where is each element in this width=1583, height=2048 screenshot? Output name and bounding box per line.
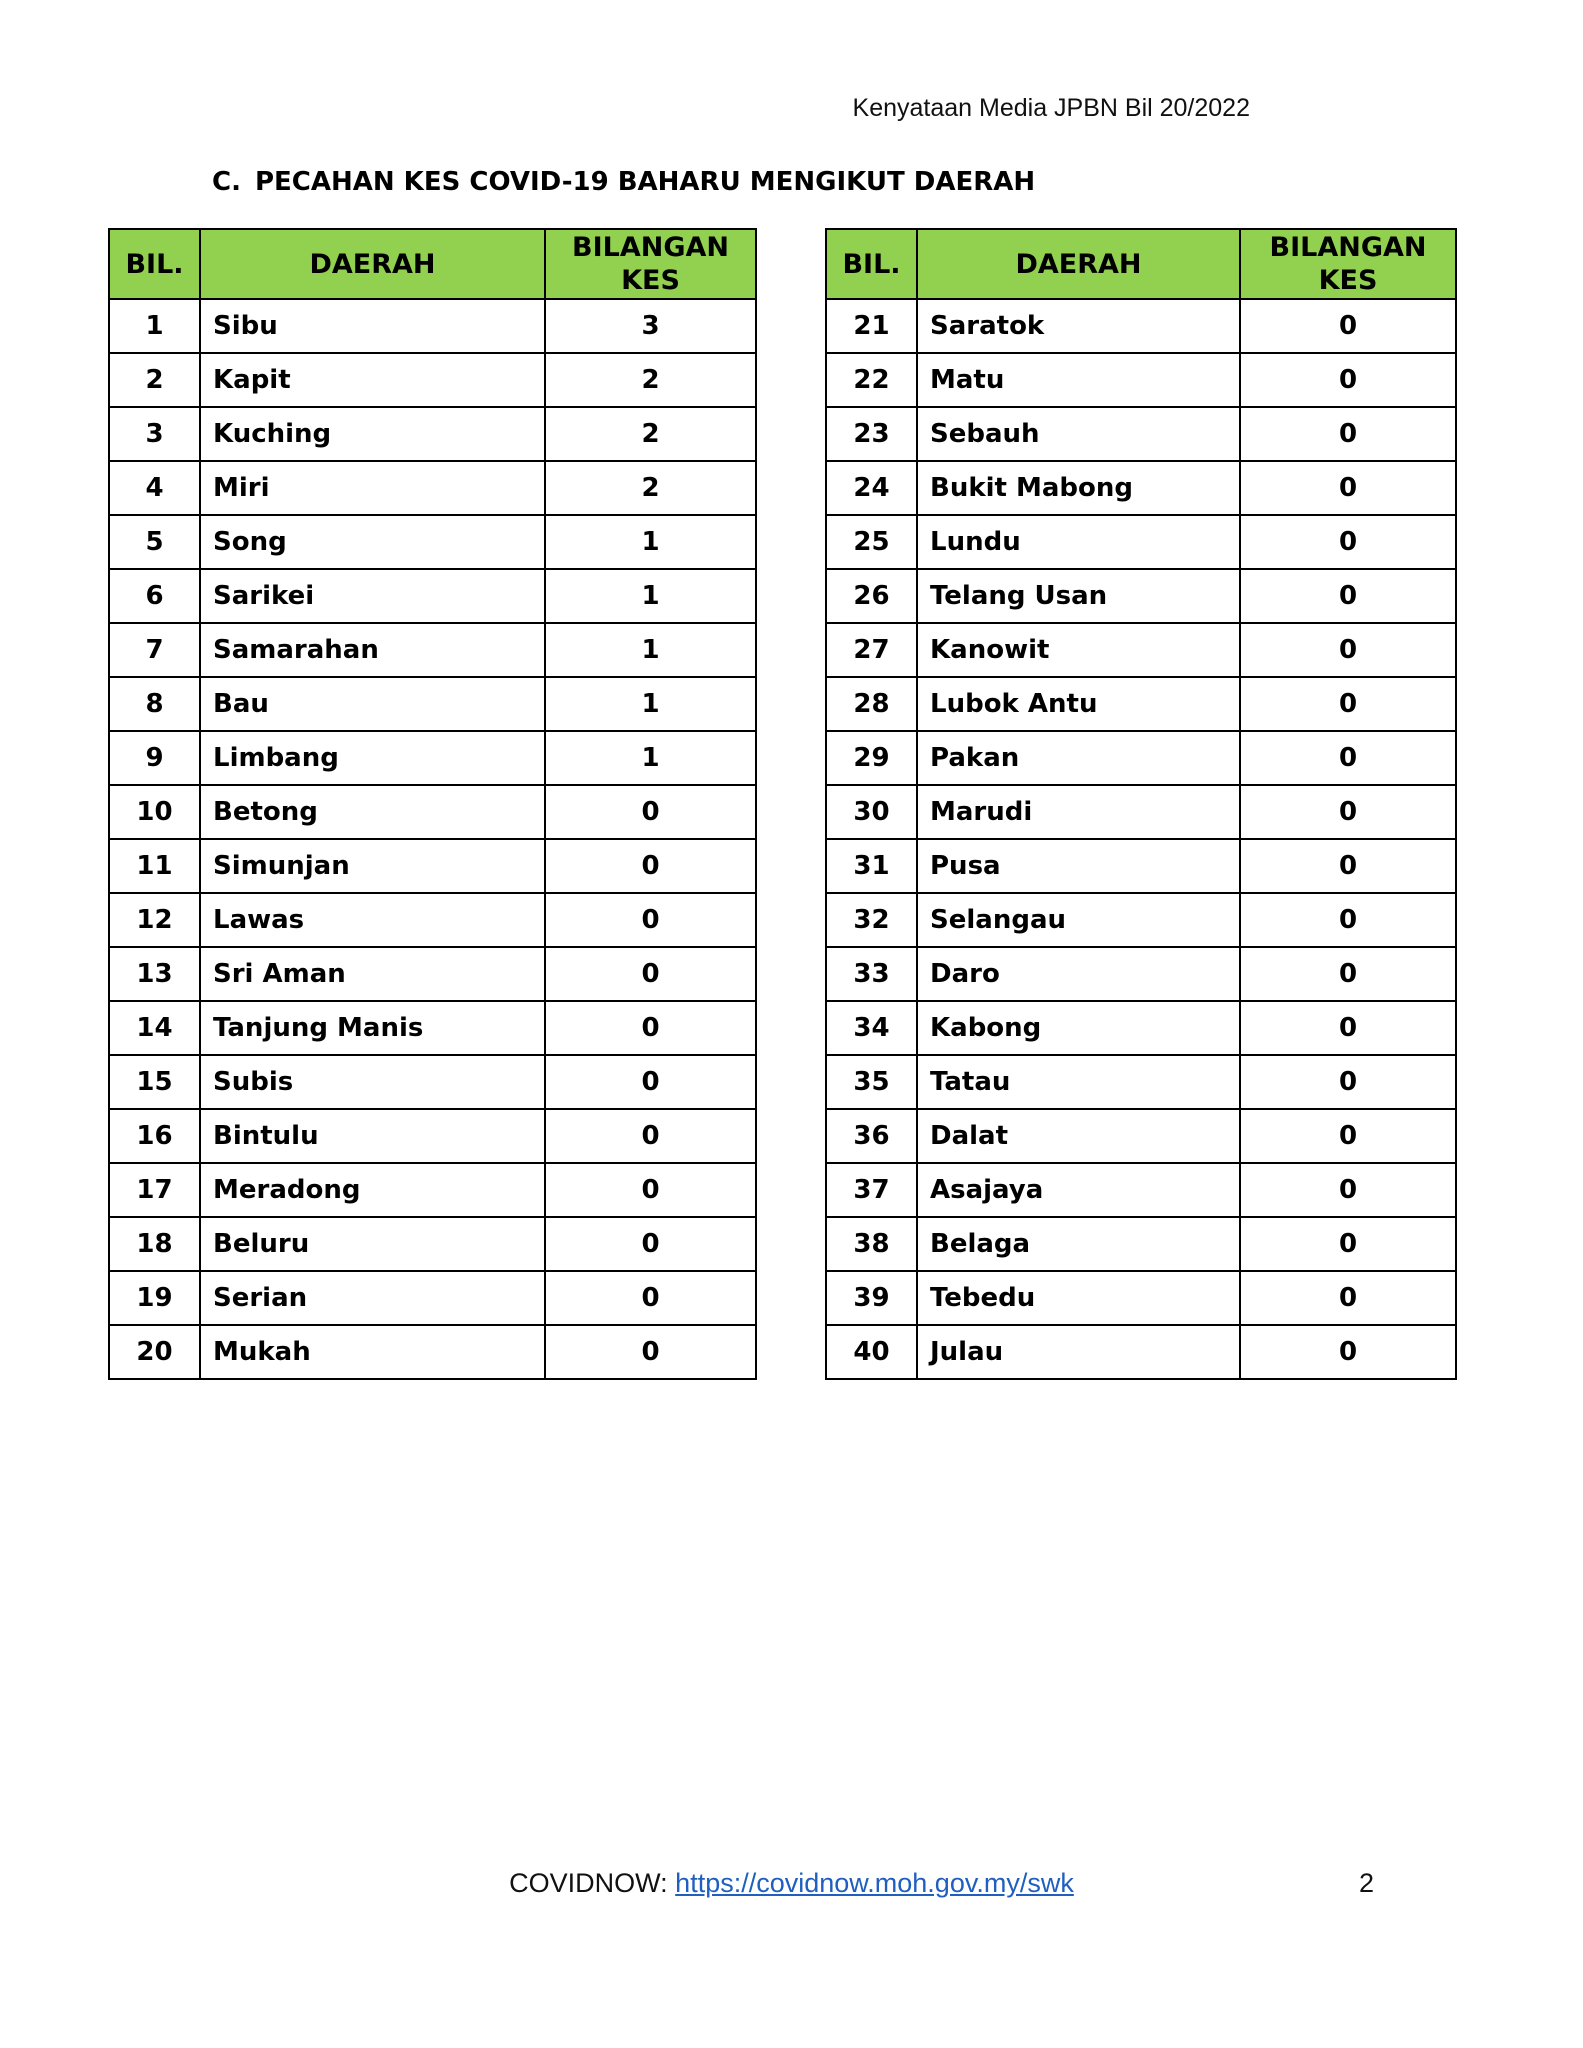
- district-name: Sibu: [200, 299, 545, 353]
- district-name: Lubok Antu: [917, 677, 1240, 731]
- case-count: 0: [545, 947, 756, 1001]
- section-title-text: PECAHAN KES COVID-19 BAHARU MENGIKUT DAERAH: [254, 167, 1036, 197]
- row-number: 2: [109, 353, 200, 407]
- district-name: Sebauh: [917, 407, 1240, 461]
- district-name: Bintulu: [200, 1109, 545, 1163]
- row-number: 25: [826, 515, 917, 569]
- row-number: 8: [109, 677, 200, 731]
- table-row: [109, 569, 756, 623]
- case-count: 1: [545, 677, 756, 731]
- row-number: 10: [109, 785, 200, 839]
- case-count: 0: [545, 1109, 756, 1163]
- district-name: Pusa: [917, 839, 1240, 893]
- row-number: 17: [109, 1163, 200, 1217]
- row-number: 14: [109, 1001, 200, 1055]
- header-bil: BIL.: [109, 229, 200, 299]
- footer-label: COVIDNOW:: [509, 1868, 676, 1898]
- case-count: 0: [545, 893, 756, 947]
- row-number: 9: [109, 731, 200, 785]
- case-count: 0: [1240, 839, 1456, 893]
- table-row: [826, 299, 1456, 353]
- case-count: 0: [1240, 1271, 1456, 1325]
- case-count: 1: [545, 569, 756, 623]
- case-count: 0: [1240, 569, 1456, 623]
- row-number: 30: [826, 785, 917, 839]
- row-number: 29: [826, 731, 917, 785]
- case-count: 0: [1240, 1001, 1456, 1055]
- table-row: [109, 785, 756, 839]
- table-row: [826, 407, 1456, 461]
- row-number: 5: [109, 515, 200, 569]
- district-name: Marudi: [917, 785, 1240, 839]
- row-number: 39: [826, 1271, 917, 1325]
- row-number: 36: [826, 1109, 917, 1163]
- table-row: [109, 461, 756, 515]
- right-table-body: [826, 299, 1456, 1379]
- case-count: 0: [1240, 1217, 1456, 1271]
- row-number: 28: [826, 677, 917, 731]
- header-bilangan-line1: BILANGAN: [572, 232, 729, 263]
- table-row: [109, 1271, 756, 1325]
- table-row: [109, 1055, 756, 1109]
- case-count: 0: [545, 785, 756, 839]
- row-number: 16: [109, 1109, 200, 1163]
- case-count: 0: [1240, 731, 1456, 785]
- district-name: Daro: [917, 947, 1240, 1001]
- district-table-right: [825, 228, 1457, 1380]
- row-number: 15: [109, 1055, 200, 1109]
- row-number: 38: [826, 1217, 917, 1271]
- case-count: 0: [545, 1271, 756, 1325]
- district-name: Miri: [200, 461, 545, 515]
- page-number: 2: [1359, 1868, 1375, 1898]
- table-row: [826, 1217, 1456, 1271]
- district-name: Selangau: [917, 893, 1240, 947]
- table-row: [826, 1109, 1456, 1163]
- row-number: 37: [826, 1163, 917, 1217]
- table-row: [826, 515, 1456, 569]
- table-row: [826, 839, 1456, 893]
- table-row: [109, 947, 756, 1001]
- table-row: [109, 1217, 756, 1271]
- case-count: 0: [545, 1163, 756, 1217]
- case-count: 0: [1240, 1163, 1456, 1217]
- row-number: 23: [826, 407, 917, 461]
- case-count: 1: [545, 515, 756, 569]
- row-number: 6: [109, 569, 200, 623]
- district-name: Matu: [917, 353, 1240, 407]
- district-name: Belaga: [917, 1217, 1240, 1271]
- district-table-left: [108, 228, 757, 1380]
- table-row: [826, 893, 1456, 947]
- district-name: Saratok: [917, 299, 1240, 353]
- row-number: 40: [826, 1325, 917, 1379]
- case-count: 0: [1240, 785, 1456, 839]
- table-row: [109, 1109, 756, 1163]
- district-name: Tanjung Manis: [200, 1001, 545, 1055]
- table-row: [826, 947, 1456, 1001]
- district-name: Betong: [200, 785, 545, 839]
- district-name: Simunjan: [200, 839, 545, 893]
- table-header-row: [826, 229, 1456, 299]
- case-count: 0: [1240, 299, 1456, 353]
- case-count: 1: [545, 731, 756, 785]
- case-count: 0: [1240, 407, 1456, 461]
- row-number: 18: [109, 1217, 200, 1271]
- district-name: Mukah: [200, 1325, 545, 1379]
- table-row: [109, 1163, 756, 1217]
- row-number: 33: [826, 947, 917, 1001]
- left-table-body: [109, 299, 756, 1379]
- row-number: 3: [109, 407, 200, 461]
- covidnow-link[interactable]: https://covidnow.moh.gov.my/swk: [675, 1868, 1074, 1898]
- district-name: Kapit: [200, 353, 545, 407]
- case-count: 2: [545, 461, 756, 515]
- district-name: Serian: [200, 1271, 545, 1325]
- header-daerah: DAERAH: [200, 229, 545, 299]
- table-row: [826, 461, 1456, 515]
- table-row: [826, 1163, 1456, 1217]
- case-count: 0: [1240, 893, 1456, 947]
- table-row: [826, 731, 1456, 785]
- row-number: 31: [826, 839, 917, 893]
- table-row: [826, 785, 1456, 839]
- case-count: 0: [1240, 461, 1456, 515]
- case-count: 0: [1240, 353, 1456, 407]
- case-count: 0: [1240, 677, 1456, 731]
- table-row: [826, 1271, 1456, 1325]
- district-name: Limbang: [200, 731, 545, 785]
- footer: [0, 1868, 1583, 1899]
- case-count: 3: [545, 299, 756, 353]
- row-number: 24: [826, 461, 917, 515]
- table-row: [826, 677, 1456, 731]
- document-reference: Kenyataan Media JPBN Bil 20/2022: [852, 94, 1250, 122]
- row-number: 21: [826, 299, 917, 353]
- row-number: 22: [826, 353, 917, 407]
- district-name: Subis: [200, 1055, 545, 1109]
- district-name: Lawas: [200, 893, 545, 947]
- header-daerah: DAERAH: [917, 229, 1240, 299]
- district-name: Meradong: [200, 1163, 545, 1217]
- case-count: 0: [545, 839, 756, 893]
- table-row: [109, 515, 756, 569]
- case-count: 2: [545, 407, 756, 461]
- row-number: 4: [109, 461, 200, 515]
- district-name: Pakan: [917, 731, 1240, 785]
- table-row: [109, 299, 756, 353]
- header-bilangan-line1: BILANGAN: [1269, 232, 1427, 263]
- table-row: [826, 1001, 1456, 1055]
- table-row: [826, 353, 1456, 407]
- row-number: 32: [826, 893, 917, 947]
- district-name: Telang Usan: [917, 569, 1240, 623]
- row-number: 12: [109, 893, 200, 947]
- case-count: 0: [1240, 1325, 1456, 1379]
- case-count: 0: [1240, 515, 1456, 569]
- district-name: Song: [200, 515, 545, 569]
- table-row: [109, 623, 756, 677]
- case-count: 0: [545, 1001, 756, 1055]
- table-row: [109, 893, 756, 947]
- district-name: Sarikei: [200, 569, 545, 623]
- table-row: [109, 1325, 756, 1379]
- table-row: [109, 677, 756, 731]
- table-row: [109, 731, 756, 785]
- table-row: [109, 407, 756, 461]
- case-count: 0: [545, 1325, 756, 1379]
- row-number: 27: [826, 623, 917, 677]
- district-name: Lundu: [917, 515, 1240, 569]
- row-number: 11: [109, 839, 200, 893]
- header-bil: BIL.: [826, 229, 917, 299]
- district-name: Julau: [917, 1325, 1240, 1379]
- row-number: 1: [109, 299, 200, 353]
- table-row: [109, 353, 756, 407]
- row-number: 19: [109, 1271, 200, 1325]
- row-number: 34: [826, 1001, 917, 1055]
- district-name: Samarahan: [200, 623, 545, 677]
- table-header-row: [109, 229, 756, 299]
- row-number: 35: [826, 1055, 917, 1109]
- table-row: [826, 623, 1456, 677]
- case-count: 0: [1240, 1055, 1456, 1109]
- section-title: [212, 167, 1035, 197]
- row-number: 20: [109, 1325, 200, 1379]
- table-row: [109, 1001, 756, 1055]
- case-count: 2: [545, 353, 756, 407]
- district-name: Kuching: [200, 407, 545, 461]
- district-name: Tebedu: [917, 1271, 1240, 1325]
- table-row: [826, 569, 1456, 623]
- row-number: 26: [826, 569, 917, 623]
- case-count: 0: [1240, 1109, 1456, 1163]
- row-number: 7: [109, 623, 200, 677]
- section-letter: C.: [212, 167, 241, 197]
- district-name: Bau: [200, 677, 545, 731]
- header-bilangan-line2: KES: [621, 265, 680, 296]
- header-bilangan-line2: KES: [1318, 265, 1378, 296]
- case-count: 0: [1240, 623, 1456, 677]
- table-row: [109, 839, 756, 893]
- district-name: Sri Aman: [200, 947, 545, 1001]
- header-bilangan-kes: [1240, 229, 1456, 299]
- district-name: Dalat: [917, 1109, 1240, 1163]
- district-name: Bukit Mabong: [917, 461, 1240, 515]
- case-count: 0: [1240, 947, 1456, 1001]
- district-name: Asajaya: [917, 1163, 1240, 1217]
- case-count: 0: [545, 1055, 756, 1109]
- table-row: [826, 1055, 1456, 1109]
- table-row: [826, 1325, 1456, 1379]
- district-name: Tatau: [917, 1055, 1240, 1109]
- case-count: 1: [545, 623, 756, 677]
- row-number: 13: [109, 947, 200, 1001]
- case-count: 0: [545, 1217, 756, 1271]
- district-name: Kabong: [917, 1001, 1240, 1055]
- district-name: Beluru: [200, 1217, 545, 1271]
- district-name: Kanowit: [917, 623, 1240, 677]
- header-bilangan-kes: [545, 229, 756, 299]
